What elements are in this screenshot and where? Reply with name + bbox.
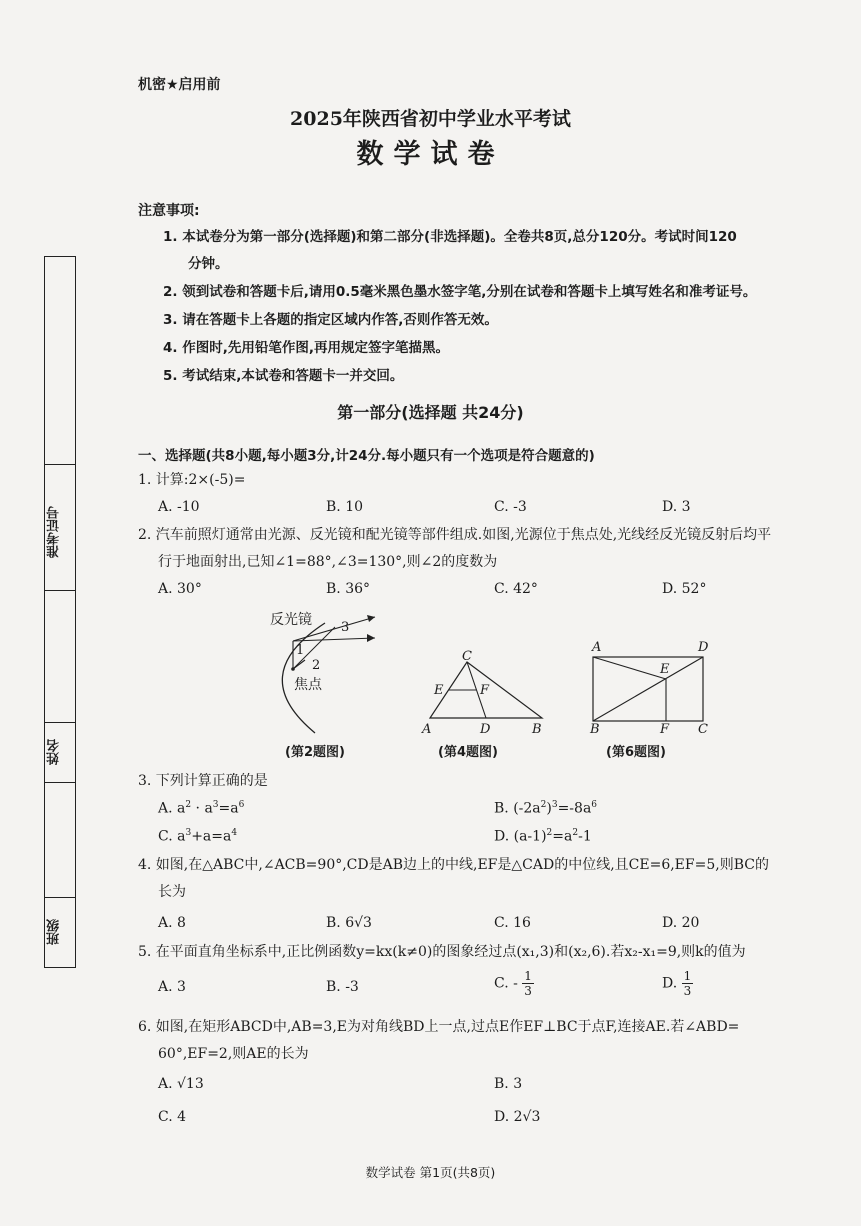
fig2-angle2: 2 — [312, 658, 321, 673]
q1-option-c: C. -3 — [494, 499, 527, 515]
q2-option-c: C. 42° — [494, 581, 538, 597]
fig6-label-d: D — [698, 640, 709, 655]
part1-instruction: 一、选择题(共8小题,每小题3分,计24分.每小题只有一个选项是符合题意的) — [138, 448, 595, 464]
q6-stem-line1: 6. 如图,在矩形ABCD中,AB=3,E为对角线BD上一点,过点E作EF⊥BC于点F,连接AE.若∠ABD= — [138, 1019, 740, 1035]
q5-option-d: D. $\frac{1}{3}$ — [662, 969, 692, 998]
q4-option-c: C. 16 — [494, 915, 531, 931]
q5-stem: 5. 在平面直角坐标系中,正比例函数y=kx(k≠0)的图象经过点(x₁,3)和(x₂,6).若x₂-x₁=9,则k的值为 — [138, 944, 746, 960]
q2-stem-line1: 2. 汽车前照灯通常由光源、反光镜和配光镜等部件组成.如图,光源位于焦点处,光线经反光镜反射后均平 — [138, 527, 772, 543]
q6-option-c: C. 4 — [158, 1109, 187, 1125]
q3-stem: 3. 下列计算正确的是 — [138, 773, 268, 789]
q4-option-a: A. 8 — [158, 915, 186, 931]
fig6-label-c: C — [698, 722, 708, 737]
q1-option-b: B. 10 — [326, 499, 364, 515]
confidential-mark: 机密★启用前 — [138, 77, 221, 93]
name-label: 姓名 — [47, 739, 62, 765]
exam-subtitle: 数学试卷 — [356, 139, 505, 170]
page-footer: 数学试卷 第1页(共8页) — [365, 1165, 496, 1180]
fig2-caption: (第2题图) — [285, 745, 345, 760]
notice-item-3: 3. 请在答题卡上各题的指定区域内作答,否则作答无效。 — [163, 312, 498, 328]
notice-item-1: 1. 本试卷分为第一部分(选择题)和第二部分(非选择题)。全卷共8页,总分120分。考试时间120 — [163, 229, 737, 245]
notice-item-1-cont: 分钟。 — [188, 256, 229, 272]
q1-option-a: A. -10 — [158, 499, 200, 515]
q1-stem: 1. 计算:2×(-5)= — [138, 472, 246, 488]
q5-option-b: B. -3 — [326, 979, 359, 995]
fig4-caption: (第4题图) — [438, 745, 498, 760]
q6-option-d: D. 2√3 — [494, 1109, 541, 1125]
fig6-label-b: B — [590, 722, 600, 737]
class-label: 班级 — [47, 919, 62, 946]
q3-option-b: B. $(-2a^2)^3=-8a^6$ — [494, 800, 598, 817]
q6-stem-line2: 60°,EF=2,则AE的长为 — [158, 1046, 309, 1062]
fig4-label-e: E — [434, 683, 444, 698]
fig4-label-a: A — [422, 722, 432, 737]
fig4-label-f: F — [480, 683, 490, 698]
q3-option-d: D. $(a-1)^2=a^2-1$ — [494, 828, 592, 845]
q3-option-a: A. $a^2 \cdot a^3=a^6$ — [158, 800, 245, 817]
q1-option-d: D. 3 — [662, 499, 691, 515]
exam-id-label: 准考证号 — [47, 506, 62, 558]
fig4-label-d: D — [480, 722, 491, 737]
fig2-angle3: 3 — [341, 620, 350, 635]
q2-option-b: B. 36° — [326, 581, 371, 597]
fig6-label-f: F — [660, 722, 670, 737]
student-info-box — [44, 256, 76, 968]
q6-option-b: B. 3 — [494, 1076, 523, 1092]
q4-option-b: B. 6√3 — [326, 915, 372, 931]
fig4-label-c: C — [462, 649, 472, 664]
q4-stem-line2: 长为 — [158, 884, 186, 900]
q2-option-d: D. 52° — [662, 581, 707, 597]
q2-option-a: A. 30° — [158, 581, 202, 597]
fig2-focus-label: 焦点 — [294, 677, 322, 693]
notice-heading: 注意事项: — [138, 203, 200, 219]
q4-option-d: D. 20 — [662, 915, 700, 931]
figure-6-rectangle — [590, 654, 710, 724]
q5-option-c: C. - $\frac{1}{3}$ — [494, 969, 532, 998]
notice-item-5: 5. 考试结束,本试卷和答题卡一并交回。 — [163, 368, 404, 384]
fig2-mirror-label: 反光镜 — [270, 612, 312, 628]
fig6-label-e: E — [660, 662, 670, 677]
q2-stem-line2: 行于地面射出,已知∠1=88°,∠3=130°,则∠2的度数为 — [158, 554, 498, 570]
q5-option-a: A. 3 — [158, 979, 186, 995]
exam-title: 2025年陕西省初中学业水平考试 — [290, 108, 571, 130]
fig4-label-b: B — [532, 722, 542, 737]
fig2-angle1: 1 — [296, 643, 305, 658]
q6-option-a: A. √13 — [158, 1076, 204, 1092]
notice-item-4: 4. 作图时,先用铅笔作图,再用规定签字笔描黑。 — [163, 340, 449, 356]
notice-item-2: 2. 领到试卷和答题卡后,请用0.5毫米黑色墨水签字笔,分别在试卷和答题卡上填写姓名和准考证号。 — [163, 284, 757, 300]
q4-stem-line1: 4. 如图,在△ABC中,∠ACB=90°,CD是AB边上的中线,EF是△CAD的中位线,且CE=6,EF=5,则BC的 — [138, 857, 769, 873]
fig6-label-a: A — [592, 640, 602, 655]
part1-title: 第一部分(选择题 共24分) — [337, 403, 524, 422]
q3-option-c: C. $a^3+a=a^4$ — [158, 828, 238, 845]
fig6-caption: (第6题图) — [606, 745, 666, 760]
